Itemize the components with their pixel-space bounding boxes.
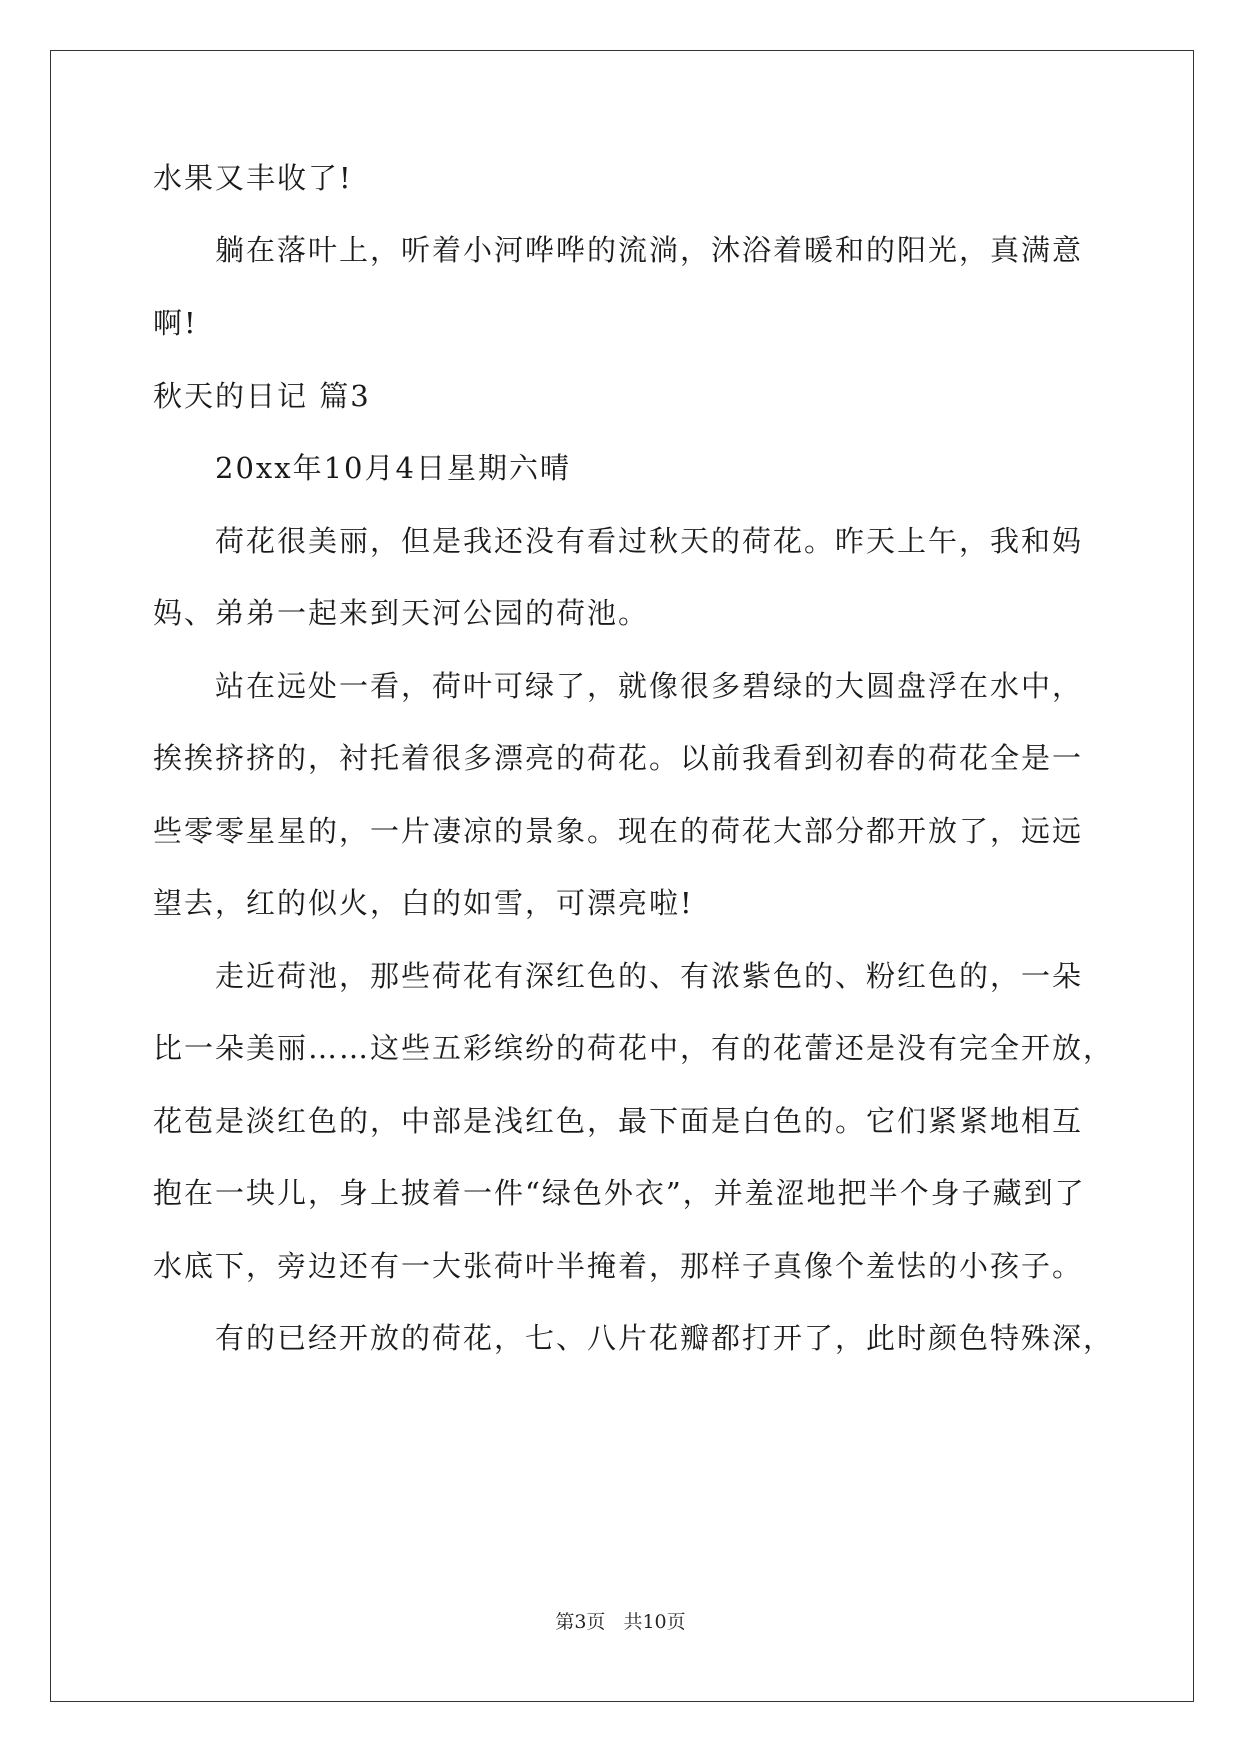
text-line: 些零零星星的，一片凄凉的景象。现在的荷花大部分都开放了，远远	[153, 814, 1084, 848]
page-border	[50, 50, 1194, 1702]
text-line: 啊!	[153, 306, 198, 340]
text-line: 水果又丰收了!	[153, 161, 353, 195]
text-line: 躺在落叶上，听着小河哗哗的流淌，沐浴着暖和的阳光，真满意	[215, 233, 1084, 267]
text-line: 荷花很美丽，但是我还没有看过秋天的荷花。昨天上午，我和妈	[215, 524, 1084, 558]
text-line: 水底下，旁边还有一大张荷叶半掩着，那样子真像个羞怯的小孩子。	[153, 1249, 1084, 1283]
diary-date: 20xx年10月4日星期六晴	[215, 451, 571, 485]
text-line: 花苞是淡红色的，中部是浅红色，最下面是白色的。它们紧紧地相互	[153, 1104, 1084, 1138]
text-line: 有的已经开放的荷花，七、八片花瓣都打开了，此时颜色特殊深，	[215, 1321, 1115, 1355]
text-line: 比一朵美丽……这些五彩缤纷的荷花中，有的花蕾还是没有完全开放，	[153, 1031, 1115, 1065]
text-line: 妈、弟弟一起来到天河公园的荷池。	[153, 596, 650, 630]
text-line: 望去，红的似火，白的如雪，可漂亮啦!	[153, 886, 694, 920]
page-footer	[0, 1610, 1241, 1634]
text-line: 站在远处一看，荷叶可绿了，就像很多碧绿的大圆盘浮在水中，	[215, 669, 1084, 703]
page-number-current: 第3页	[555, 1611, 606, 1633]
text-line: 抱在一块儿，身上披着一件“绿色外衣”，并羞涩地把半个身子藏到了	[153, 1176, 1086, 1210]
text-line: 走近荷池，那些荷花有深红色的、有浓紫色的、粉红色的，一朵	[215, 959, 1084, 993]
section-heading: 秋天的日记 篇3	[153, 379, 371, 413]
text-line: 挨挨挤挤的，衬托着很多漂亮的荷花。以前我看到初春的荷花全是一	[153, 741, 1084, 775]
page-number-total: 共10页	[623, 1611, 686, 1633]
